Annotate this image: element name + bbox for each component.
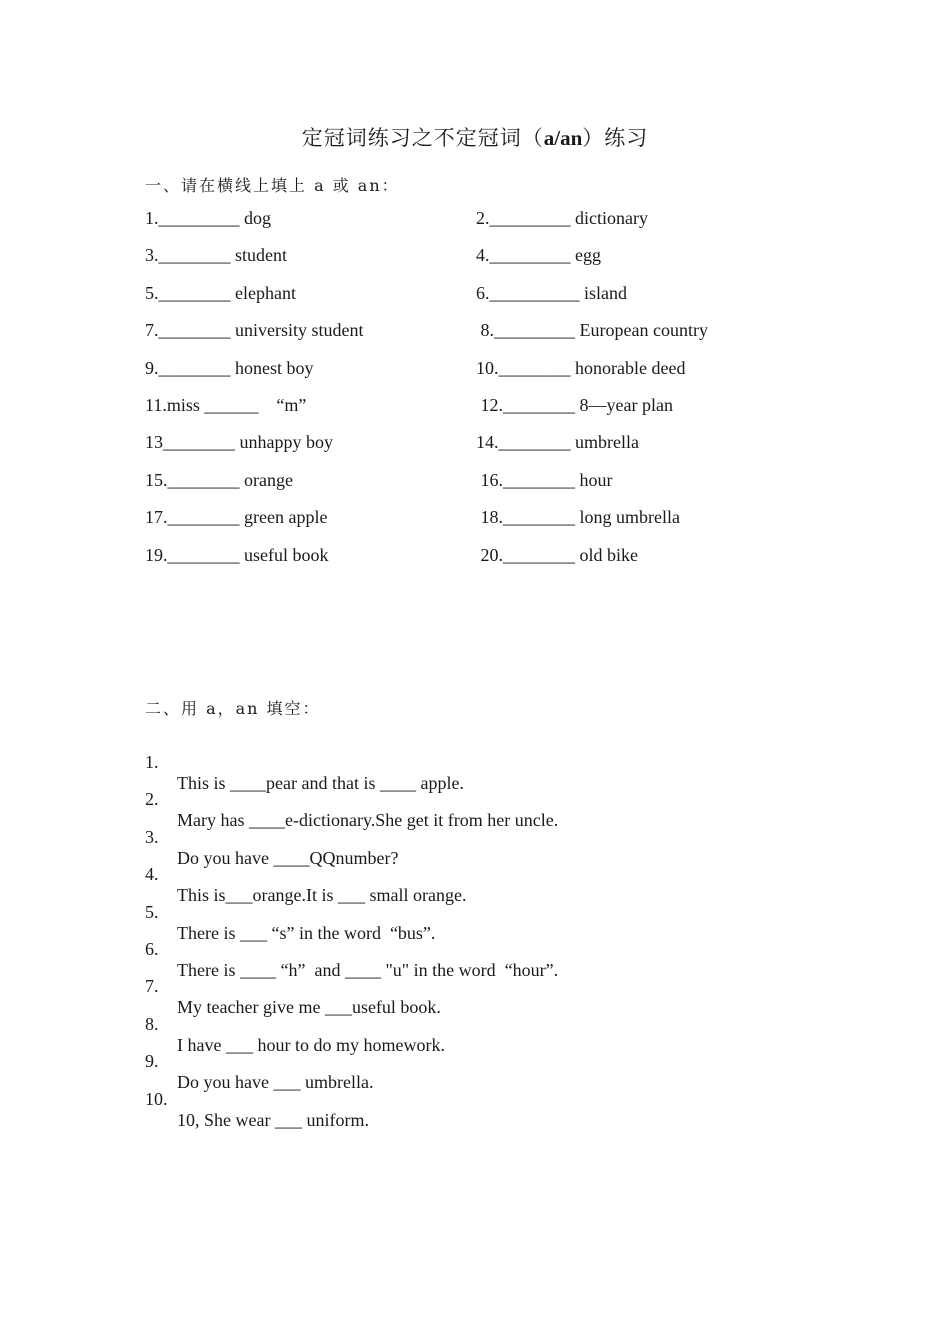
sentence-item xyxy=(145,955,825,1018)
exercise-item: 14.________ umbrella xyxy=(476,432,639,453)
sentence-number: 6. xyxy=(145,938,159,959)
exercise-item: 12.________ 8—year plan xyxy=(476,394,673,415)
sentence-number: 8. xyxy=(145,1013,159,1034)
sentence-item xyxy=(145,1068,825,1130)
sentence-item xyxy=(145,843,825,906)
exercise-item: 13________ unhappy boy xyxy=(145,432,333,453)
sentence-text: Do you have ___ umbrella. xyxy=(177,1072,374,1093)
exercise-item: 9.________ honest boy xyxy=(145,357,314,378)
exercise-row xyxy=(145,320,785,357)
title-suffix: ）练习 xyxy=(582,126,649,150)
sentence-number: 9. xyxy=(145,1051,159,1072)
sentence-list xyxy=(145,731,825,1130)
exercise-row xyxy=(145,545,785,582)
sentence-text: I have ___ hour to do my homework. xyxy=(177,1034,445,1055)
title-bold: a/an xyxy=(543,126,583,150)
exercise-item: 20.________ old bike xyxy=(476,544,638,565)
sentence-item xyxy=(145,918,825,980)
exercise-row xyxy=(145,470,785,507)
exercise-item: 6.__________ island xyxy=(476,282,627,303)
section1-heading: 一、请在横线上填上 a 或 an： xyxy=(145,176,400,195)
exercise-row xyxy=(145,208,785,245)
exercise-item: 1._________ dog xyxy=(145,208,271,228)
exercise-item: 19.________ useful book xyxy=(145,544,329,565)
title-prefix: 定冠词练习之不定冠词（ xyxy=(301,126,544,150)
sentence-number: 5. xyxy=(145,901,159,922)
exercise-item: 11.miss ______ “m” xyxy=(145,394,307,415)
sentence-number: 10. xyxy=(145,1088,168,1109)
exercise-item: 8._________ European country xyxy=(476,320,708,341)
section2-heading: 二、用 a，an 填空： xyxy=(145,699,321,718)
exercise-item: 17.________ green apple xyxy=(145,507,328,528)
exercise-item: 16.________ hour xyxy=(476,469,613,490)
exercise-row xyxy=(145,395,785,432)
sentence-number: 7. xyxy=(145,976,159,997)
sentence-item xyxy=(145,731,825,793)
exercise-row xyxy=(145,507,785,544)
sentence-item xyxy=(145,881,825,943)
exercise-item: 10.________ honorable deed xyxy=(476,357,686,378)
exercise-row xyxy=(145,245,785,282)
sentence-text: There is ____ “h” and ____ "u" in the word “hour”. xyxy=(177,959,559,980)
exercise-item: 4._________ egg xyxy=(476,245,601,266)
sentence-text: Mary has ____e-dictionary.She get it from her uncle. xyxy=(177,810,559,831)
sentence-text: My teacher give me ___useful book. xyxy=(177,997,441,1018)
sentence-text: This is___orange.It is ___ small orange. xyxy=(177,885,467,906)
exercise-grid xyxy=(145,208,785,582)
sentence-number: 2. xyxy=(145,789,159,810)
sentence-text: This is ____pear and that is ____ apple. xyxy=(177,773,464,793)
sentence-text: 10, She wear ___ uniform. xyxy=(177,1109,369,1130)
exercise-row xyxy=(145,283,785,320)
exercise-item: 7.________ university student xyxy=(145,320,364,341)
page-title xyxy=(0,122,950,152)
sentence-number: 3. xyxy=(145,826,159,847)
sentence-text: Do you have ____QQnumber? xyxy=(177,847,399,868)
sentence-item xyxy=(145,993,825,1055)
exercise-item: 5.________ elephant xyxy=(145,282,296,303)
exercise-item: 18.________ long umbrella xyxy=(476,507,680,528)
exercise-item: 2._________ dictionary xyxy=(476,208,648,228)
exercise-item: 15.________ orange xyxy=(145,469,293,490)
sentence-item xyxy=(145,1030,825,1093)
sentence-number: 1. xyxy=(145,752,159,772)
sentence-text: There is ___ “s” in the word “bus”. xyxy=(177,922,436,943)
sentence-item xyxy=(145,806,825,868)
sentence-item xyxy=(145,768,825,831)
sentence-number: 4. xyxy=(145,864,159,885)
exercise-item: 3.________ student xyxy=(145,245,287,266)
exercise-row xyxy=(145,358,785,395)
exercise-row xyxy=(145,432,785,469)
